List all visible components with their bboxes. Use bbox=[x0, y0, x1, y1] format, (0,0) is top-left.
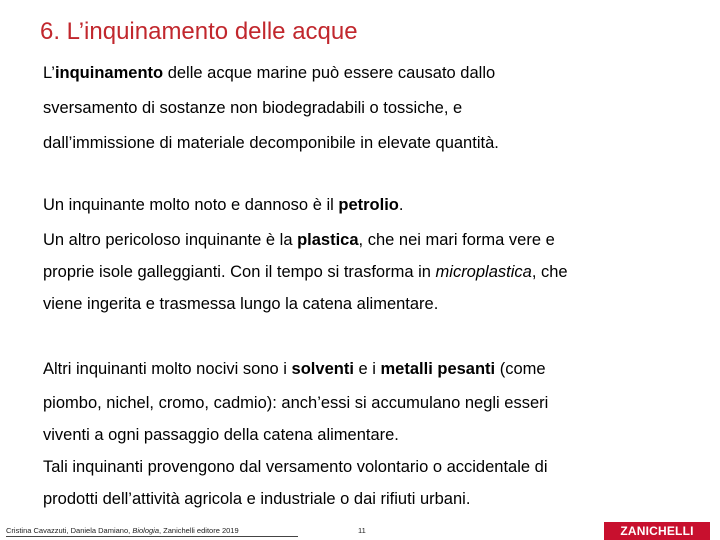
paragraph-5-line-1: Tali inquinanti provengono dal versamento volontario o accidentale di bbox=[43, 458, 548, 476]
page-number: 11 bbox=[358, 526, 366, 535]
paragraph-3-line-1: Un altro pericoloso inquinante è la plastica, che nei mari forma vere e bbox=[43, 231, 555, 249]
paragraph-4-line-3: viventi a ogni passaggio della catena alimentare. bbox=[43, 426, 399, 444]
paragraph-1-line-2: sversamento di sostanze non biodegradabili o tossiche, e bbox=[43, 99, 463, 117]
page-title: 6. L’inquinamento delle acque bbox=[40, 18, 358, 45]
paragraph-3-line-3: viene ingerita e trasmessa lungo la catena alimentare. bbox=[43, 295, 439, 313]
paragraph-1-line-3: dall’immissione di materiale decomponibile in elevate quantità. bbox=[43, 134, 499, 152]
paragraph-4-line-2: piombo, nichel, cromo, cadmio): anch’essi si accumulano negli esseri bbox=[43, 394, 549, 412]
paragraph-5-line-2: prodotti dell’attività agricola e industriale o dai rifiuti urbani. bbox=[43, 490, 471, 508]
zanichelli-logo: ZANICHELLI bbox=[604, 522, 710, 540]
paragraph-1-line-1: L’inquinamento delle acque marine può essere causato dallo bbox=[43, 64, 496, 82]
paragraph-2-line-1: Un inquinante molto noto e dannoso è il petrolio. bbox=[43, 196, 404, 214]
footer-divider bbox=[6, 536, 298, 537]
footer-credits: Cristina Cavazzuti, Daniela Damiano, Biologia, Zanichelli editore 2019 bbox=[6, 526, 239, 535]
footer bbox=[0, 516, 720, 540]
paragraph-4-line-1: Altri inquinanti molto nocivi sono i solventi e i metalli pesanti (come bbox=[43, 360, 546, 378]
paragraph-3-line-2: proprie isole galleggianti. Con il tempo si trasforma in microplastica, che bbox=[43, 263, 568, 281]
